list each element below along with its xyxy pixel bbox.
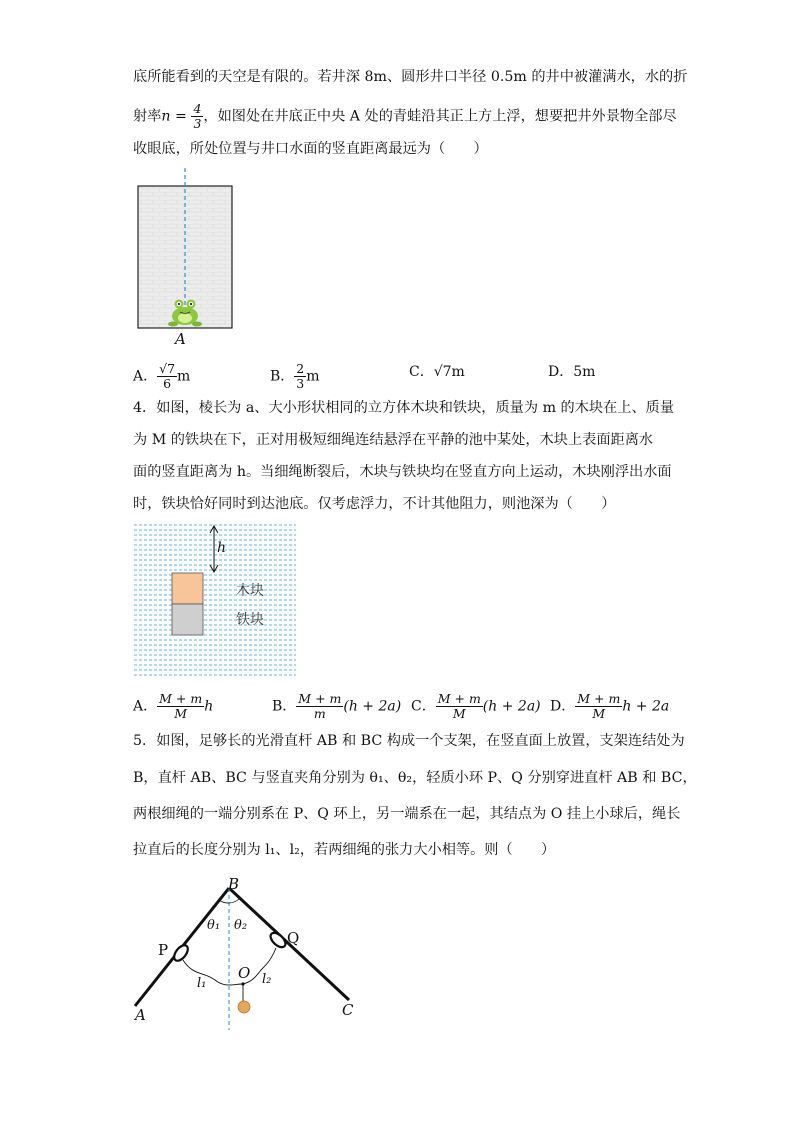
option-c-value: √7 (433, 364, 452, 380)
ring-q (268, 930, 288, 950)
fraction-numerator: 2 (296, 361, 305, 376)
hanging-ball (238, 1001, 250, 1013)
option-d-label: D． (550, 698, 576, 715)
fraction-denominator: 6 (163, 376, 172, 391)
theta2-label: θ₂ (234, 918, 248, 933)
pool-figure (132, 523, 298, 679)
option-b-label: B． (270, 368, 295, 385)
water-dashed-lines (134, 525, 296, 675)
q4-line-2: 为 M 的铁块在下，正对用极短细绳连结悬浮在平静的池中某处，木块上表面距离水 (133, 432, 654, 448)
fraction-denominator: m (313, 706, 326, 721)
point-a-label: A (135, 1006, 146, 1024)
q3-line-3: 收眼底，所处位置与井口水面的竖直距离最远为（ ） (133, 141, 488, 157)
option-a-tail: h (204, 698, 214, 715)
refractive-index-symbol: n (161, 108, 171, 125)
point-p-label: P (158, 941, 169, 959)
well-point-label: A (175, 330, 186, 348)
fraction-numerator: M + m (437, 691, 481, 706)
fraction-denominator: M (174, 706, 188, 721)
q5-line-3: 两根细绳的一端分别系在 P、Q 环上，另一端系在一起，其结点为 O 挂上小球后，绳长 (133, 806, 681, 822)
option-a-unit: m (177, 368, 191, 385)
well-wall (138, 186, 232, 328)
option-b-tail: (h + 2a) (343, 698, 402, 715)
q3-line-2-text-a: 射率 (133, 108, 162, 125)
fraction-denominator: M (452, 706, 466, 721)
option-d-value: 5m (573, 364, 596, 380)
q3-option-c (409, 362, 465, 382)
q4-line-1: 4．如图，棱长为 a、大小形状相同的立方体木块和铁块，质量为 m 的木块在上、质量 (133, 400, 675, 416)
option-b-fraction (296, 692, 343, 721)
point-b-label: B (228, 875, 240, 893)
option-c-label: C． (409, 364, 434, 380)
option-c-label: C． (411, 698, 436, 715)
fraction-denominator: 3 (193, 116, 202, 131)
q3-line-2 (133, 102, 677, 131)
q5-line-1: 5．如图，足够长的光滑直杆 AB 和 BC 构成一个支架，在竖直面上放置，支架连结处为 (133, 733, 685, 749)
point-o-label: O (238, 964, 251, 982)
q3-option-a (133, 362, 190, 391)
iron-label: 铁块 (236, 612, 264, 628)
fraction-numerator: 4 (193, 101, 202, 116)
fraction-numerator: M + m (159, 691, 203, 706)
q4-option-a (133, 692, 213, 721)
l2-label: l₂ (262, 972, 272, 987)
q3-option-b (270, 362, 320, 391)
point-q-label: Q (287, 929, 300, 947)
q3-line-1: 底所能看到的天空是有限的。若井深 8m、圆形井口半径 0.5m 的井中被灌满水，水的折 (133, 69, 688, 85)
option-d-fraction (575, 692, 622, 721)
well-figure (135, 168, 235, 350)
q3-option-d (548, 362, 595, 382)
q4-option-c (411, 692, 541, 721)
option-c-fraction (436, 692, 483, 721)
wood-label: 木块 (236, 583, 264, 599)
wood-block (172, 573, 203, 604)
q5-line-2: B，直杆 AB、BC 与竖直夹角分别为 θ₁、θ₂，轻质小环 P、Q 分别穿进直杆 AB 和 BC， (133, 770, 697, 786)
option-d-tail: h + 2a (622, 698, 670, 715)
q4-option-b (272, 692, 401, 721)
fraction-numerator: M + m (577, 691, 621, 706)
fraction-denominator: M (592, 706, 606, 721)
fraction-numerator: √7 (159, 361, 176, 376)
option-a-fraction (157, 362, 177, 391)
l1-label: l₁ (197, 976, 207, 991)
ring-p (172, 943, 191, 963)
option-a-fraction (157, 692, 204, 721)
option-b-label: B． (272, 698, 297, 715)
option-a-label: A． (133, 698, 158, 715)
option-d-label: D． (548, 364, 574, 380)
option-b-fraction (294, 362, 306, 391)
fraction-numerator: M + m (298, 691, 342, 706)
q5-line-4: 拉直后的长度分别为 l₁、l₂，若两细绳的张力大小相等。则（ ） (133, 842, 556, 858)
option-c-unit: m (451, 364, 465, 380)
equals-sign: = (170, 108, 192, 125)
option-b-unit: m (306, 368, 320, 385)
q4-option-d (550, 692, 669, 721)
q4-line-4: 时，铁块恰好同时到达池底。仅考虑浮力，不计其他阻力，则池深为（ ） (133, 496, 616, 512)
q3-line-2-text-b: ，如图处在井底正中央 A 处的青蛙沿其正上方上浮，想要把井外景物全部尽 (203, 108, 677, 125)
option-a-label: A． (133, 368, 158, 385)
theta1-label: θ₁ (207, 918, 221, 933)
h-label: h (217, 540, 227, 556)
rope-l1 (183, 960, 243, 985)
option-c-tail: (h + 2a) (482, 698, 541, 715)
point-c-label: C (342, 1001, 354, 1019)
fraction-denominator: 3 (296, 376, 305, 391)
iron-block (172, 604, 203, 635)
refractive-index-fraction (191, 102, 203, 131)
q4-line-3: 面的竖直距离为 h。当细绳断裂后，木块与铁块均在竖直方向上运动，木块刚浮出水面 (133, 464, 672, 480)
